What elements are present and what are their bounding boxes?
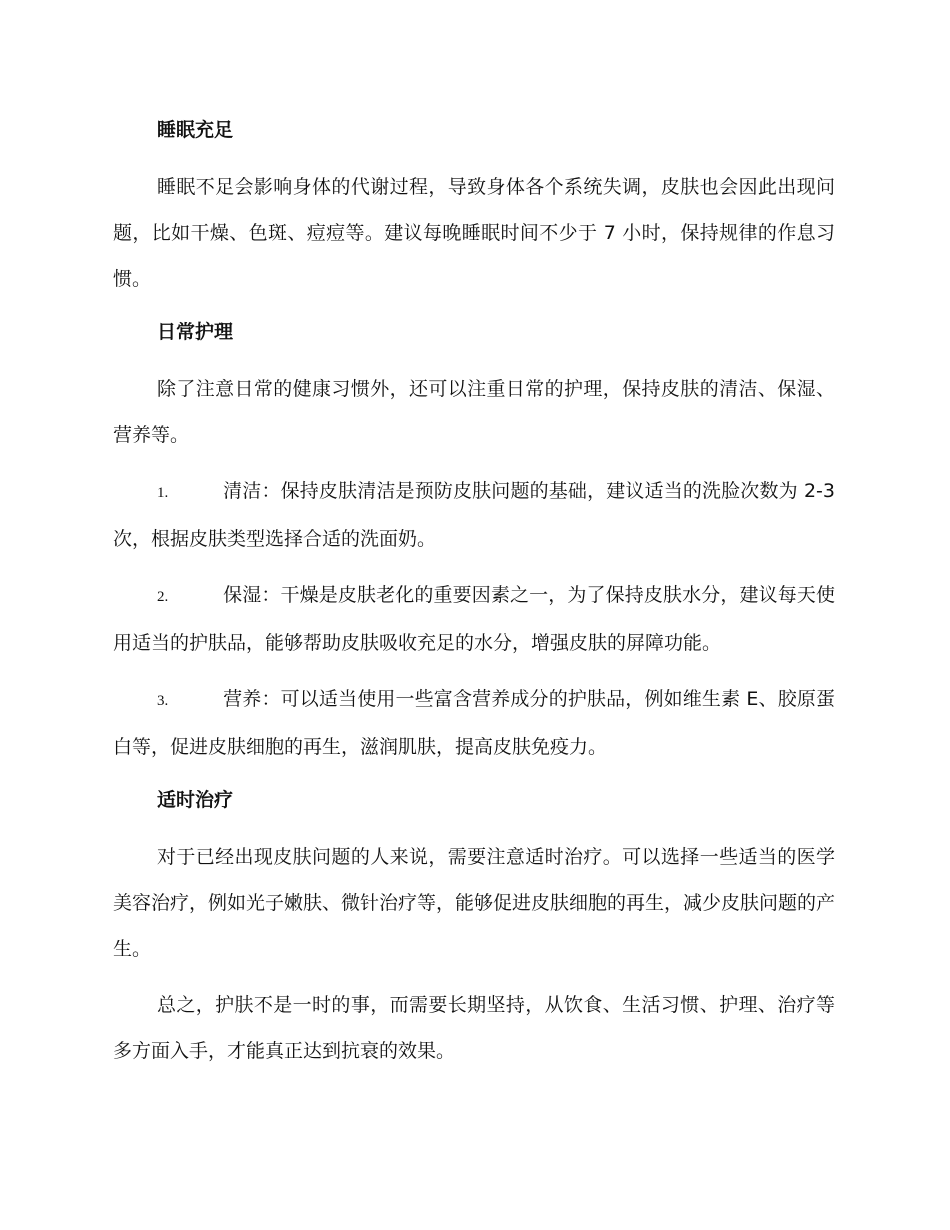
section-heading-sleep: 睡眠充足: [157, 119, 234, 141]
list-item-text: 清洁：保持皮肤清洁是预防皮肤问题的基础，建议适当的洗脸次数为 2-3 次，根据皮肤类型选择合适的洗面奶。: [113, 480, 835, 550]
paragraph-conclusion: 总之，护肤不是一时的事，而需要长期坚持，从饮食、生活习惯、护理、治疗等多方面入手，才能真正达到抗衰的效果。: [113, 994, 835, 1062]
list-item-text: 保湿：干燥是皮肤老化的重要因素之一，为了保持皮肤水分，建议每天使用适当的护肤品，能够帮助皮肤吸收充足的水分，增强皮肤的屏障功能。: [113, 584, 835, 654]
list-item-text: 营养：可以适当使用一些富含营养成分的护肤品，例如维生素 E、胶原蛋白等，促进皮肤细胞的再生，滋润肌肤，提高皮肤免疫力。: [113, 688, 835, 758]
paragraph-daily-care-intro: 除了注意日常的健康习惯外，还可以注重日常的护理，保持皮肤的清洁、保湿、营养等。: [113, 378, 835, 446]
section-heading-treatment: 适时治疗: [157, 789, 234, 811]
list-item: [113, 468, 835, 562]
list-item-number: 1.: [157, 485, 169, 501]
list-item: [113, 572, 835, 666]
section-heading-daily-care: 日常护理: [157, 321, 234, 343]
paragraph-sleep: 睡眠不足会影响身体的代谢过程，导致身体各个系统失调，皮肤也会因此出现问题，比如干燥、色斑、痘痘等。建议每晚睡眠时间不少于 7 小时，保持规律的作息习惯。: [113, 176, 835, 290]
paragraph-treatment: 对于已经出现皮肤问题的人来说，需要注意适时治疗。可以选择一些适当的医学美容治疗，例如光子嫩肤、微针治疗等，能够促进皮肤细胞的再生，减少皮肤问题的产生。: [113, 846, 836, 960]
document-page: [113, 110, 835, 1084]
list-item-number: 2.: [157, 589, 169, 605]
list-item-number: 3.: [157, 693, 169, 709]
list-item: [113, 676, 835, 770]
